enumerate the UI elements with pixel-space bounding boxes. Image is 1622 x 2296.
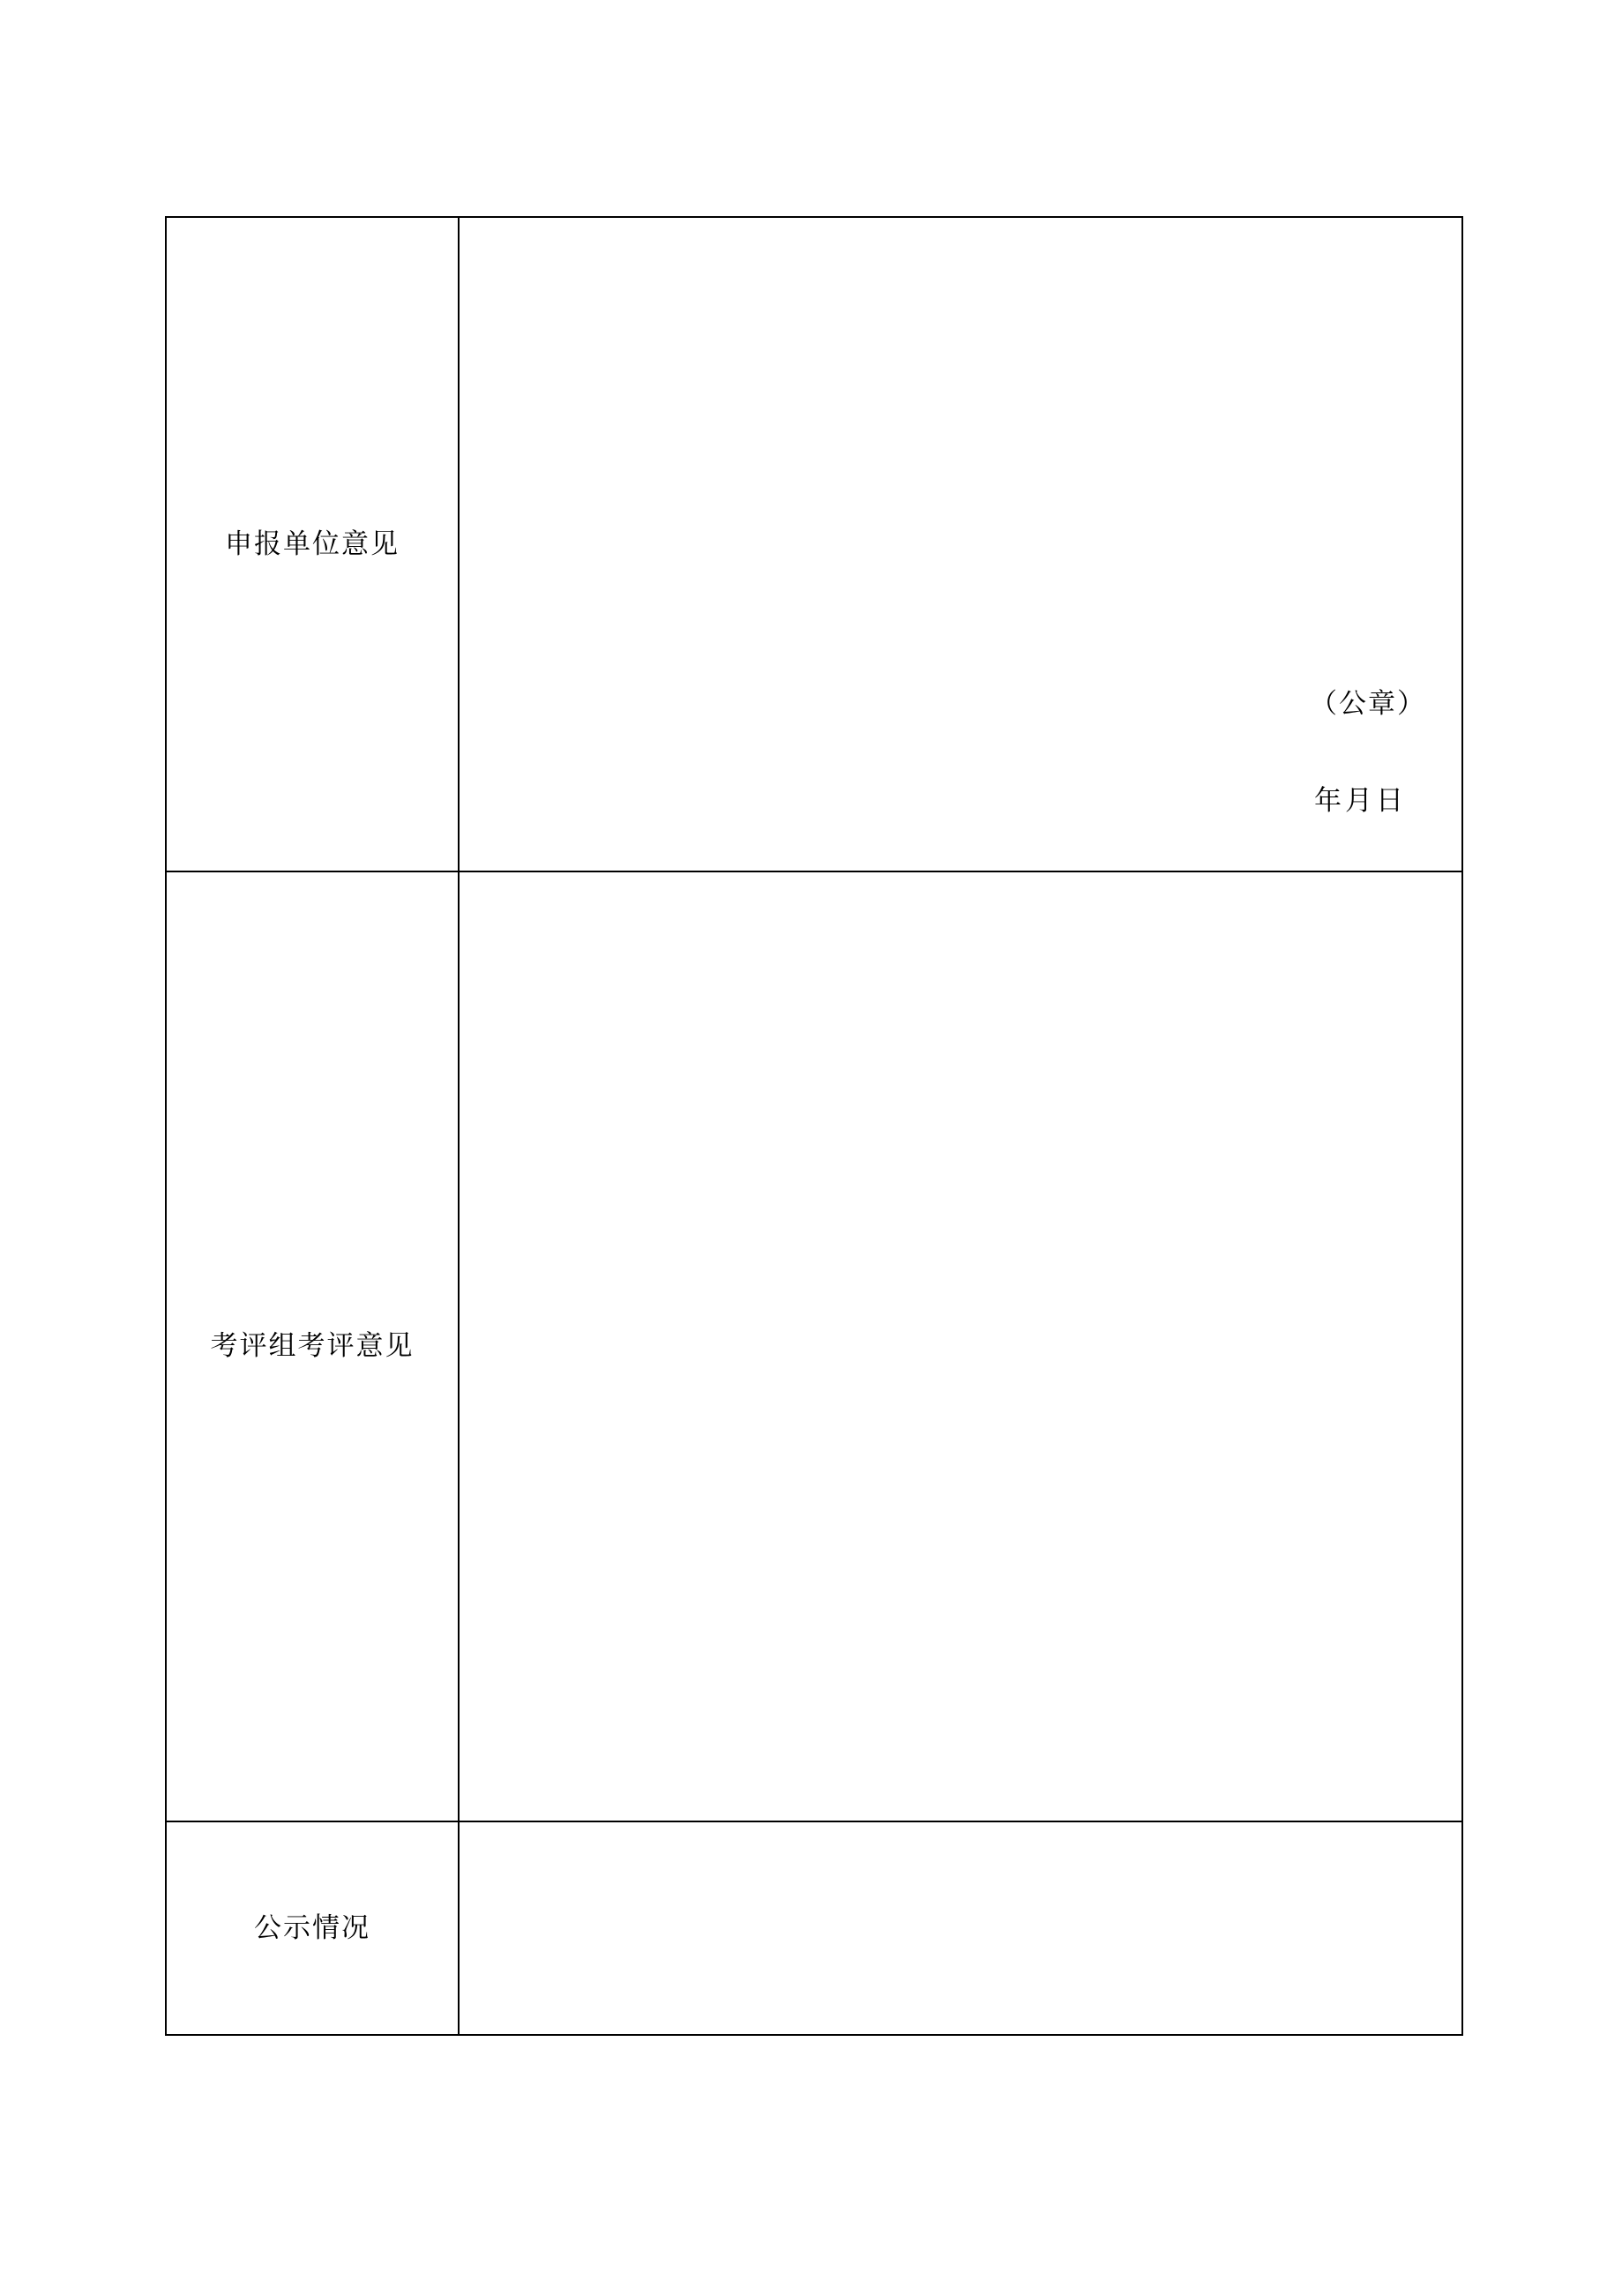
table-row (166, 217, 1462, 871)
row-label-text: 考评组考评意见 (210, 1330, 415, 1362)
approval-form-table (165, 216, 1463, 2036)
table-row (166, 1821, 1462, 2035)
official-seal-note: （公章） (1310, 688, 1426, 719)
row-label-publicity-status (166, 1821, 459, 2035)
row-content-applicant-opinion[interactable] (459, 217, 1462, 871)
row-content-review-group-opinion[interactable] (459, 871, 1462, 1821)
table-row (166, 871, 1462, 1821)
row-label-text: 公示情况 (254, 1911, 370, 1943)
row-content-publicity-status[interactable] (459, 1821, 1462, 2035)
row-label-applicant-opinion (166, 217, 459, 871)
row-label-text: 申报单位意见 (225, 527, 400, 559)
row-label-review-group-opinion (166, 871, 459, 1821)
date-placeholder-note: 年月日 (1314, 785, 1407, 816)
